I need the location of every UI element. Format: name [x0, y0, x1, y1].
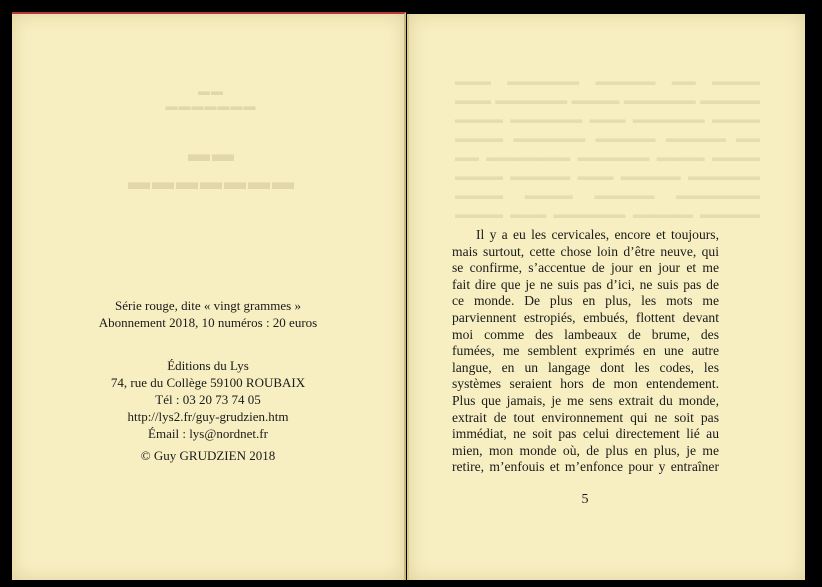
- text-line: langue, en un langage dont les codes, les: [452, 359, 719, 375]
- text-line: mais surtout, cette chose loin d’être neuve, qui: [452, 243, 719, 259]
- text-line: ce monde. De plus en plus, les mots me: [452, 293, 719, 309]
- text-line: extrait de tout environnement qui ne soit pas: [452, 409, 719, 425]
- show-through-author: ▬▬ ▬▬▬▬▬▬▬: [164, 84, 256, 113]
- text-line: immédiat, ne soit pas celui directement lié au: [452, 426, 719, 442]
- text-line: fait dire que je ne suis pas d’ici, ne suis pas de: [452, 276, 719, 292]
- copyright-line: © Guy GRUDZIEN 2018: [140, 448, 276, 463]
- subscription-info: Abonnement 2018, 10 numéros : 20 euros: [98, 315, 318, 330]
- publisher-address: 74, rue du Collège 59100 ROUBAIX: [110, 375, 306, 390]
- series-info: [12, 297, 404, 331]
- text-line: systèmes seraient hors de mon entendement.: [452, 376, 719, 392]
- copyright: [12, 447, 404, 464]
- publisher-info: [12, 357, 404, 442]
- show-through-title: ▬▬ ▬▬▬▬▬▬▬: [126, 141, 294, 194]
- text-line: se confirme, s’accentue de jour en jour et me: [452, 260, 719, 276]
- page-number: 5: [581, 492, 589, 507]
- publisher-email: Émail : lys@nordnet.fr: [148, 426, 268, 441]
- text-line: moi comme des lambeaux de brume, des: [452, 326, 719, 342]
- publisher-phone: Tél : 03 20 73 74 05: [155, 392, 261, 407]
- publisher-name: Éditions du Lys: [167, 358, 249, 373]
- publisher-url: http://lys2.fr/guy-grudzien.htm: [127, 409, 289, 424]
- text-line: Plus que jamais, je me sens extrait du monde,: [452, 392, 719, 408]
- body-text: [452, 227, 719, 476]
- text-line: mien, mon monde où, de plus en plus, je me: [452, 442, 719, 458]
- text-line: parviennent estropiés, embués, flottent devant: [452, 309, 719, 325]
- text-line: fumées, me semblent exprimés en une autre: [452, 343, 719, 359]
- text-line: Il y a eu les cervicales, encore et toujours,: [476, 227, 719, 242]
- series-name: Série rouge, dite « vingt grammes »: [115, 298, 301, 313]
- show-through-text: ▬▬▬▬ ▬▬ ▬▬▬▬▬ ▬▬▬▬▬▬ ▬▬▬ ▬▬▬▬▬ ▬▬▬▬▬▬ ▬▬▬▬ ▬▬▬▬▬▬ ▬▬▬ ▬▬▬▬ ▬▬▬▬▬▬ ▬▬▬ ▬▬▬▬▬▬ ▬▬▬▬ ▬▬ ▬▬▬▬▬ ▬▬▬▬▬ ▬▬▬▬▬▬ ▬▬▬▬ ▬▬▬▬ ▬▬▬▬ ▬▬▬▬▬▬ ▬▬▬▬▬▬▬ ▬▬ ▬▬▬▬▬▬ ▬▬▬▬▬ ▬▬▬ ▬▬▬▬▬ ▬▬▬▬ ▬▬▬▬▬▬▬ ▬▬▬▬▬ ▬▬▬▬ ▬▬▬▬ ▬▬▬▬▬ ▬▬▬▬▬ ▬▬▬▬▬▬ ▬▬▬ ▬▬▬▬: [455, 74, 760, 221]
- text-line: retire, m’enfouis et m’enfonce pour y entraîner: [452, 459, 719, 475]
